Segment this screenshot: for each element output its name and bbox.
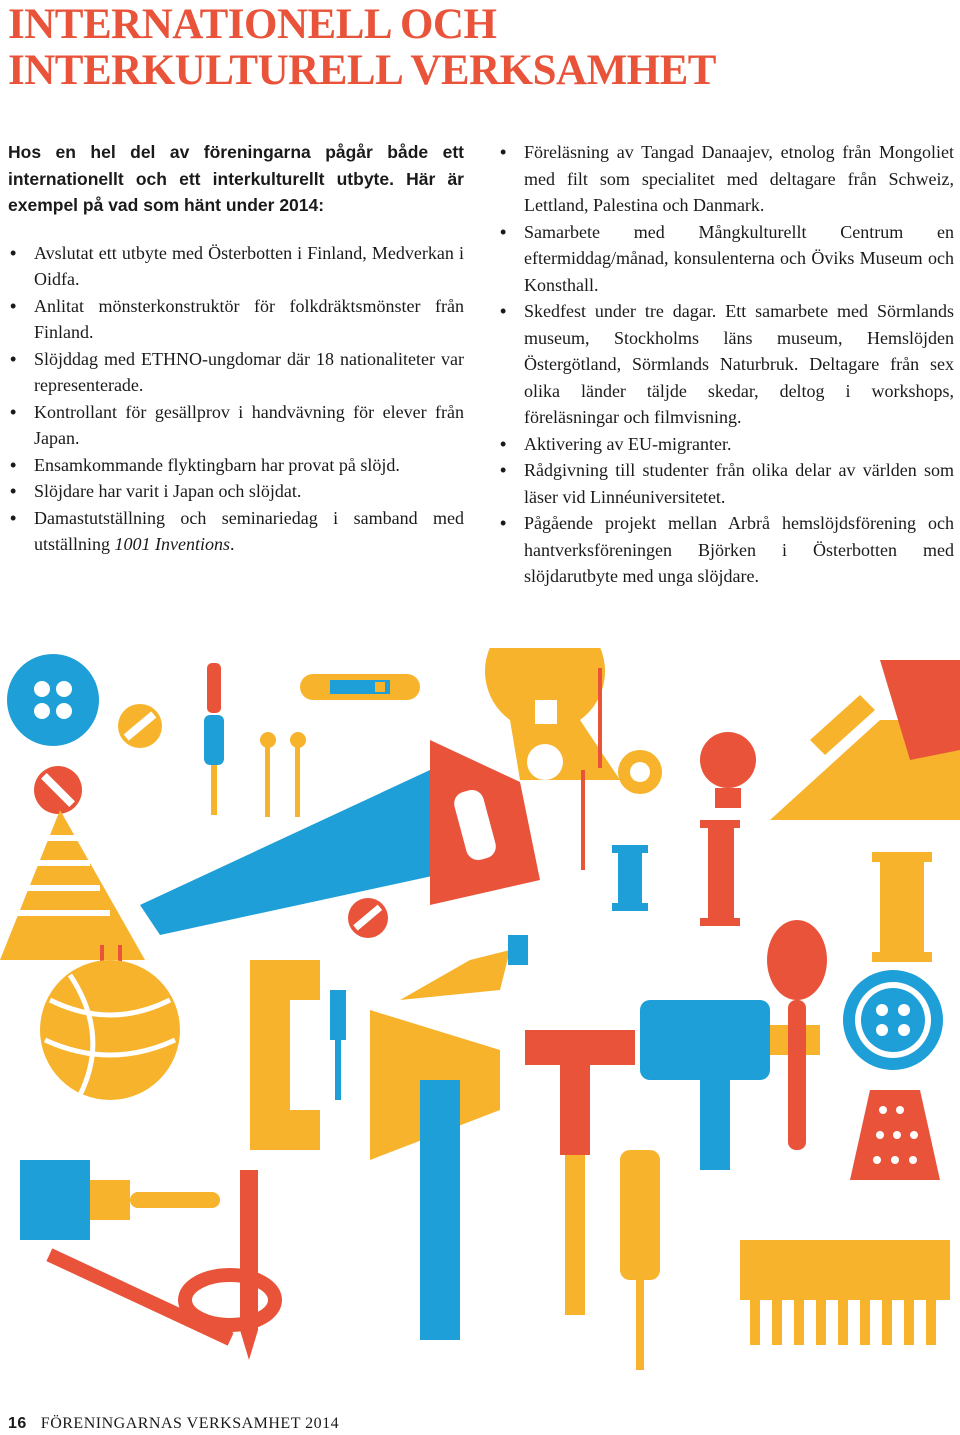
- spirit-level-icon: [300, 674, 420, 700]
- left-column: [8, 139, 464, 558]
- bulb-icon: [700, 732, 756, 808]
- list-item: • Pågående projekt mellan Arbrå hemslöjdsförening och hantverksföreningen Björken i Österbotten med slöjdarutbyte med unga slöjdare.: [498, 510, 954, 590]
- list-item: • Avslutat ett utbyte med Österbotten i Finland, Medverkan i Oidfa.: [8, 240, 464, 293]
- screwdriver-icon: [204, 663, 224, 815]
- list-item: [8, 505, 464, 558]
- screwdriver-icon: [620, 1150, 660, 1370]
- list-item: • Föreläsning av Tangad Danaajev, etnolog från Mongoliet med filt som specialitet med deltagare från Schweiz, Lettland, Palestina och Danmark.: [498, 139, 954, 219]
- list-item: • Samarbete med Mångkulturellt Centrum en eftermiddag/månad, konsulenterna och Öviks Museum och Konsthall.: [498, 219, 954, 299]
- intro-paragraph: Hos en hel del av föreningarna pågår både ett internationellt och ett interkulturellt utbyte. Här är exempel på vad som hänt under 2014:: [8, 142, 464, 215]
- button-icon: [843, 970, 943, 1070]
- title-line-2: INTERKULTURELL VERKSAMHET: [8, 47, 716, 94]
- list-item: • Anlitat mönsterkonstruktör för folkdräktsmönster från Finland.: [8, 293, 464, 346]
- page-footer: [8, 1414, 339, 1434]
- title-line-1: INTERNATIONELL OCH: [8, 1, 497, 48]
- page-number: 16: [8, 1415, 27, 1432]
- list-item: • Aktivering av EU-migranter.: [498, 431, 954, 458]
- list-item: • Slöjddag med ETHNO-ungdomar där 18 nationaliteter var representerade.: [8, 346, 464, 399]
- paintbrush-icon: [20, 1160, 220, 1240]
- pin-icon: [260, 732, 306, 817]
- brush-icon: [400, 935, 528, 1000]
- left-bullet-list: [8, 240, 464, 558]
- page-title: [8, 2, 948, 94]
- flower-icon: [618, 750, 662, 794]
- list-item: • Slöjdare har varit i Japan och slöjdat.: [8, 478, 464, 505]
- axe-icon: [370, 1010, 500, 1340]
- button-icon: [7, 654, 99, 746]
- screw-icon: [118, 704, 162, 748]
- list-item-end: .: [229, 534, 235, 554]
- spool-icon: [872, 852, 932, 962]
- spool-icon: [612, 845, 648, 911]
- list-item: • Kontrollant för gesällprov i handvävning för elever från Japan.: [8, 399, 464, 452]
- exhibition-title: 1001 Inventions: [114, 534, 230, 554]
- list-item-text: Damastutställning och seminariedag i samband med utställning: [34, 507, 464, 554]
- thimble-icon: [850, 1090, 940, 1180]
- hammer-icon: [525, 1030, 635, 1315]
- screw-icon: [348, 898, 388, 938]
- screw-icon: [34, 766, 82, 814]
- list-item: • Rådgivning till studenter från olika delar av världen som läser vid Linnéuniversitetet.: [498, 457, 954, 510]
- right-column: [498, 139, 954, 590]
- yarn-cone-icon: [0, 810, 145, 960]
- list-item: • Ensamkommande flyktingbarn har provat på slöjd.: [8, 452, 464, 479]
- clamp-icon: [250, 960, 346, 1150]
- crafts-tools-illustration: [0, 648, 960, 1393]
- pencil-icon: [240, 1170, 258, 1360]
- footer-section-title: FÖRENINGARNAS VERKSAMHET 2014: [40, 1415, 340, 1432]
- saw-icon: [140, 740, 540, 935]
- spool-icon: [700, 820, 740, 926]
- list-item: • Skedfest under tre dagar. Ett samarbete med Sörmlands museum, Stockholms läns museum, Hemslöjden Östergötland, Sörmlands Naturbruk. Deltagare från sex olika länder täljde skedar, deltog i workshops, föreläsningar och filmvisning.: [498, 298, 954, 431]
- right-bullet-list: [498, 139, 954, 590]
- yarn-ball-icon: [40, 960, 180, 1100]
- comb-icon: [740, 1240, 950, 1345]
